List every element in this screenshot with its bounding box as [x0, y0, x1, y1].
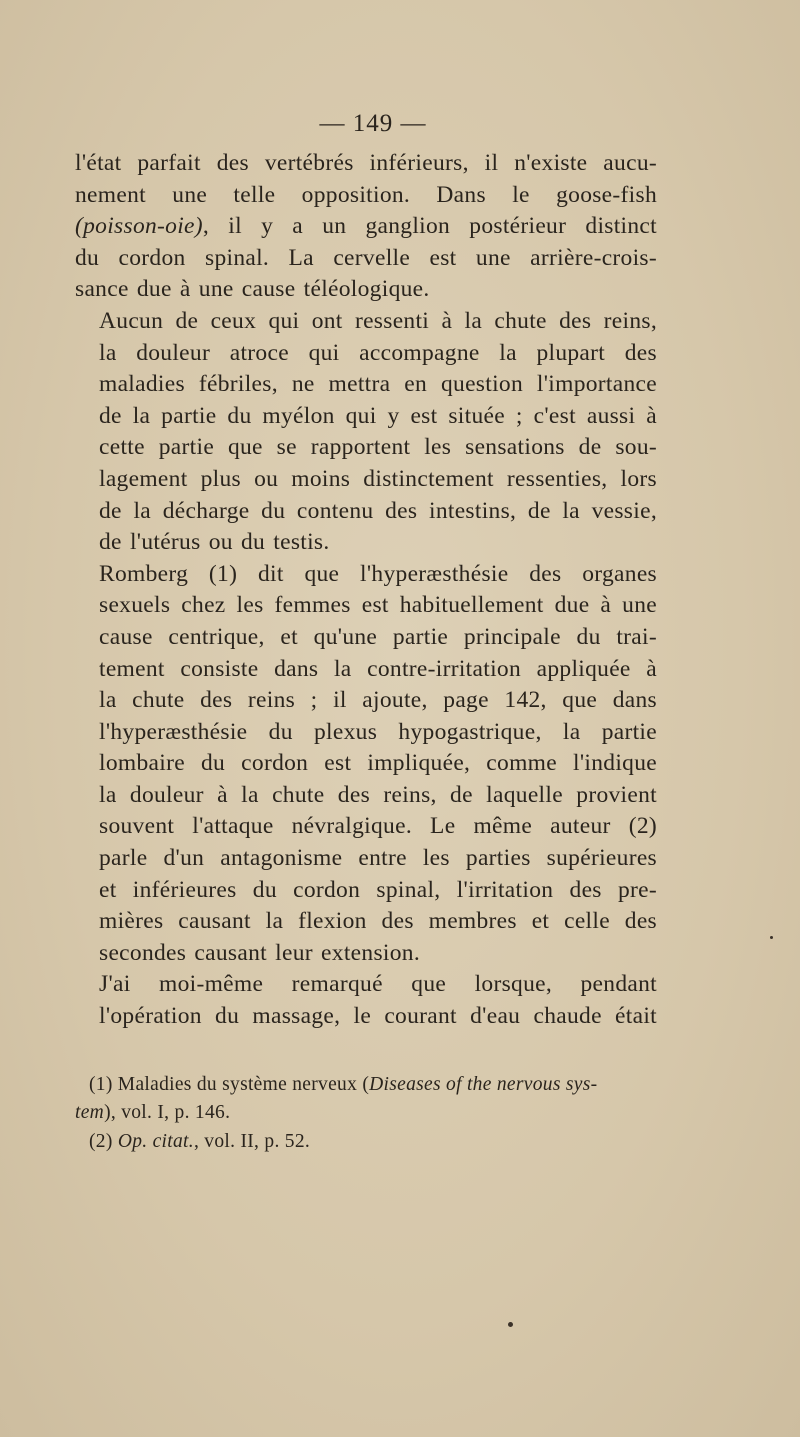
footnote-text: , vol. II, p. 52. — [193, 1130, 311, 1152]
footnote-1-continued — [75, 1099, 657, 1128]
text-line: nement une telle opposition. Dans le goose-fish — [75, 181, 657, 208]
text-line: sexuels chez les femmes est habituellement due à une — [99, 592, 657, 619]
text-line: de la décharge du contenu des intestins, de la vessie, — [99, 497, 657, 524]
paragraph-3 — [75, 559, 657, 970]
footnote-italic: tem — [75, 1102, 105, 1124]
text-line: souvent l'attaque névralgique. Le même auteur (2) — [99, 813, 657, 840]
footnote-text: (1) Maladies du système nerveux ( — [89, 1073, 370, 1095]
paragraph-2 — [75, 306, 657, 559]
page-number: — 149 — — [319, 110, 427, 137]
text-line: cause centrique, et qu'une partie principale du trai- — [99, 623, 657, 650]
footnotes — [75, 1071, 657, 1157]
text-line: l'état parfait des vertébrés inférieurs, il n'existe aucu- — [75, 150, 657, 176]
paragraph-4 — [75, 969, 657, 1032]
text-line: de l'utérus ou du testis. — [99, 529, 330, 556]
text-line: tement consiste dans la contre-irritation appliquée à — [99, 655, 657, 682]
footnote-1 — [75, 1071, 657, 1100]
italic-term: (poisson-oie) — [75, 213, 203, 240]
paragraph-1 — [75, 148, 657, 306]
text-line: la chute des reins ; il ajoute, page 142, que dans — [99, 687, 657, 714]
text-line: l'hyperæsthésie du plexus hypogastrique, la partie — [99, 718, 657, 745]
text-line: lagement plus ou moins distinctement ressenties, lors — [99, 465, 657, 492]
footnote-text: (2) — [89, 1130, 118, 1152]
text-line: mières causant la flexion des membres et celle des — [99, 908, 657, 935]
text-line: lombaire du cordon est impliquée, comme l'indique — [99, 750, 657, 777]
text-line: secondes causant leur extension. — [99, 939, 420, 966]
text-line: sance due à une cause téléologique. — [75, 276, 430, 303]
paper-speck — [508, 1322, 513, 1327]
text-line: parle d'un antagonisme entre les parties supérieures — [99, 845, 657, 872]
paper-speck — [770, 936, 773, 939]
book-page — [75, 110, 657, 1156]
text-line: J'ai moi-même remarqué que lorsque, pendant — [99, 971, 657, 998]
text-line: (poisson-oie), il y a un ganglion postérieur distinct — [75, 213, 657, 240]
text-line: la douleur à la chute des reins, de laquelle provient — [99, 781, 657, 808]
footnote-italic: Op. citat. — [117, 1130, 194, 1152]
footnote-2 — [75, 1128, 657, 1157]
text-line: de la partie du myélon qui y est située ; c'est aussi à — [99, 402, 657, 429]
footnote-text: ), vol. I, p. 146. — [104, 1102, 231, 1124]
text-line: du cordon spinal. La cervelle est une arrière-crois- — [75, 244, 657, 271]
body-text — [75, 148, 657, 1033]
text-line: la douleur atroce qui accompagne la plupart des — [99, 339, 657, 366]
footnote-italic: Diseases of the nervous sys- — [369, 1073, 598, 1095]
text-line: Aucun de ceux qui ont ressenti à la chute des reins, — [99, 307, 657, 334]
text-line: et inférieures du cordon spinal, l'irritation des pre- — [99, 876, 657, 903]
text-line: maladies fébriles, ne mettra en question l'importance — [99, 371, 657, 398]
text-line: l'opération du massage, le courant d'eau chaude était — [99, 1003, 657, 1030]
text-line: cette partie que se rapportent les sensations de sou- — [99, 434, 657, 461]
text-line: Romberg (1) dit que l'hyperæsthésie des organes — [99, 560, 657, 587]
